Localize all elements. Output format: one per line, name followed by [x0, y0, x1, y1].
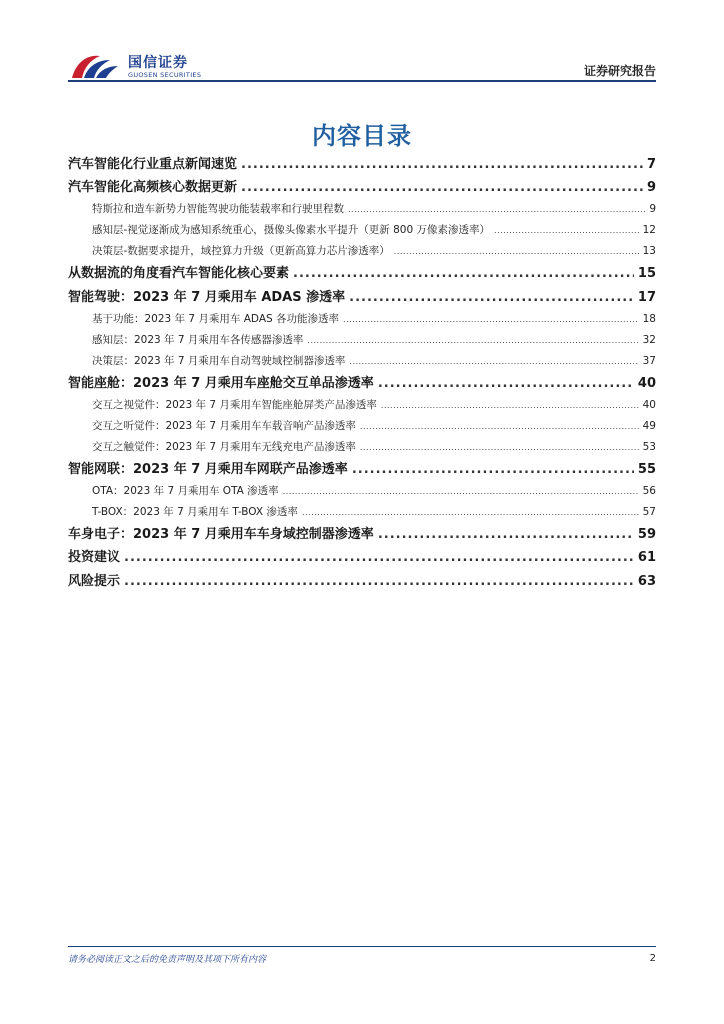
logo-text-cn: 国信证券 [128, 55, 188, 71]
toc-subsection-link[interactable] [68, 395, 656, 416]
toc-subsection-link[interactable] [68, 330, 656, 351]
toc-entry-title: 汽车智能化行业重点新闻速览 [68, 157, 238, 172]
toc-section-link[interactable] [68, 262, 656, 285]
toc-entry-title: 投资建议 [68, 550, 121, 566]
toc-entry-title: T-BOX：2023 年 7 月乘用车 T-BOX 渗透率 [92, 506, 298, 519]
toc-entry-page: 12 [642, 224, 656, 237]
toc-entry-title: 决策层-数据要求提升，域控算力升级（更新高算力芯片渗透率） [92, 245, 390, 258]
toc-dot-leader [302, 502, 639, 523]
page-header [0, 0, 724, 90]
toc-dot-leader [349, 286, 634, 309]
toc-entry-page: 32 [642, 333, 656, 346]
toc-subsection-link[interactable] [68, 437, 656, 458]
toc-entry-page: 9 [649, 203, 656, 216]
toc-entry-title: 从数据流的角度看汽车智能化核心要素 [68, 266, 290, 282]
guosen-logo-icon [70, 48, 122, 84]
toc-entry-title: 智能座舱：2023 年 7 月乘用车座舱交互单品渗透率 [68, 375, 374, 391]
toc-entry-title: 汽车智能化高频核心数据更新 [68, 180, 238, 196]
toc-entry-page: 53 [642, 440, 656, 453]
toc-subsection-link[interactable] [68, 481, 656, 502]
toc-dot-leader [307, 330, 638, 351]
toc-dot-leader [494, 220, 639, 241]
toc-dot-leader [293, 262, 634, 285]
guosen-logo [70, 48, 220, 88]
table-of-contents [68, 153, 656, 593]
toc-entry-page: 57 [642, 506, 656, 519]
toc-entry-page: 56 [642, 485, 656, 498]
toc-entry-page: 49 [642, 419, 656, 432]
toc-entry-page: 7 [646, 157, 656, 172]
toc-entry-page: 55 [637, 461, 656, 477]
toc-entry-title: 交互之触觉件：2023 年 7 月乘用车无线充电产品渗透率 [92, 440, 356, 453]
toc-entry-title: 智能驾驶：2023 年 7 月乘用车 ADAS 渗透率 [68, 289, 346, 305]
toc-subsection-link[interactable] [68, 241, 656, 262]
toc-dot-leader [360, 437, 639, 458]
toc-subsection-link[interactable] [68, 351, 656, 372]
toc-dot-leader [283, 481, 639, 502]
toc-section-link[interactable] [68, 523, 656, 546]
toc-subsection-link[interactable] [68, 199, 656, 220]
toc-title: 内容目录 [312, 122, 412, 150]
toc-entry-page: 13 [642, 245, 656, 258]
toc-entry-page: 59 [637, 527, 656, 543]
toc-section-link[interactable] [68, 286, 656, 309]
toc-entry-title: 特斯拉和造车新势力智能驾驶功能装载率和行驶里程数 [92, 203, 344, 216]
toc-subsection-link[interactable] [68, 220, 656, 241]
toc-entry-title: 交互之视觉件：2023 年 7 月乘用车智能座舱屏类产品渗透率 [92, 398, 377, 411]
toc-dot-leader [349, 351, 638, 372]
toc-entry-page: 17 [637, 289, 656, 305]
toc-entry-title: 车身电子：2023 年 7 月乘用车车身域控制器渗透率 [68, 527, 374, 543]
toc-entry-page: 15 [637, 266, 656, 282]
toc-entry-title: 决策层：2023 年 7 月乘用车自动驾驶域控制器渗透率 [92, 354, 346, 367]
toc-dot-leader [360, 416, 639, 437]
toc-entry-title: 基于功能：2023 年 7 月乘用车 ADAS 各功能渗透率 [92, 312, 340, 325]
toc-entry-title: 感知层-视觉逐渐成为感知系统重心，摄像头像素水平提升（更新 800 万像素渗透率） [92, 224, 491, 237]
toc-entry-title: OTA：2023 年 7 月乘用车 OTA 渗透率 [92, 485, 279, 498]
toc-dot-leader [124, 570, 634, 593]
toc-entry-title: 智能网联：2023 年 7 月乘用车网联产品渗透率 [68, 461, 348, 477]
toc-dot-leader [378, 372, 634, 395]
toc-dot-leader [241, 176, 643, 199]
toc-dot-leader [378, 523, 634, 546]
toc-entry-page: 61 [637, 550, 656, 566]
toc-section-link[interactable] [68, 176, 656, 199]
footer-divider [68, 946, 656, 947]
toc-entry-page: 40 [642, 398, 656, 411]
toc-dot-leader [343, 309, 639, 330]
toc-section-link[interactable] [68, 570, 656, 593]
toc-dot-leader [124, 546, 634, 569]
toc-section-link[interactable] [68, 546, 656, 569]
toc-entry-title: 交互之听觉件：2023 年 7 月乘用车车载音响产品渗透率 [92, 419, 356, 432]
toc-entry-page: 9 [646, 180, 656, 196]
toc-section-link[interactable] [68, 458, 656, 481]
toc-entry-page: 63 [637, 573, 656, 589]
toc-entry-title: 风险提示 [68, 573, 121, 589]
toc-dot-leader [348, 199, 645, 220]
toc-entry-page: 37 [642, 354, 656, 367]
footer-disclaimer: 请务必阅读正文之后的免责声明及其项下所有内容 [68, 955, 267, 965]
toc-entry-page: 18 [642, 312, 656, 325]
toc-entry-title: 感知层：2023 年 7 月乘用车各传感器渗透率 [92, 333, 304, 346]
page-number: 2 [649, 953, 656, 964]
toc-subsection-link[interactable] [68, 416, 656, 437]
toc-subsection-link[interactable] [68, 502, 656, 523]
header-divider [68, 80, 656, 82]
toc-entry-page: 40 [637, 375, 656, 391]
toc-dot-leader [381, 395, 639, 416]
toc-dot-leader [352, 458, 634, 481]
toc-dot-leader [394, 241, 639, 262]
toc-dot-leader [241, 153, 643, 176]
report-type-label: 证券研究报告 [583, 64, 656, 78]
logo-text-en: GUOSEN SECURITIES [128, 71, 202, 79]
toc-section-link[interactable] [68, 372, 656, 395]
toc-section-link[interactable] [68, 153, 656, 176]
toc-subsection-link[interactable] [68, 309, 656, 330]
